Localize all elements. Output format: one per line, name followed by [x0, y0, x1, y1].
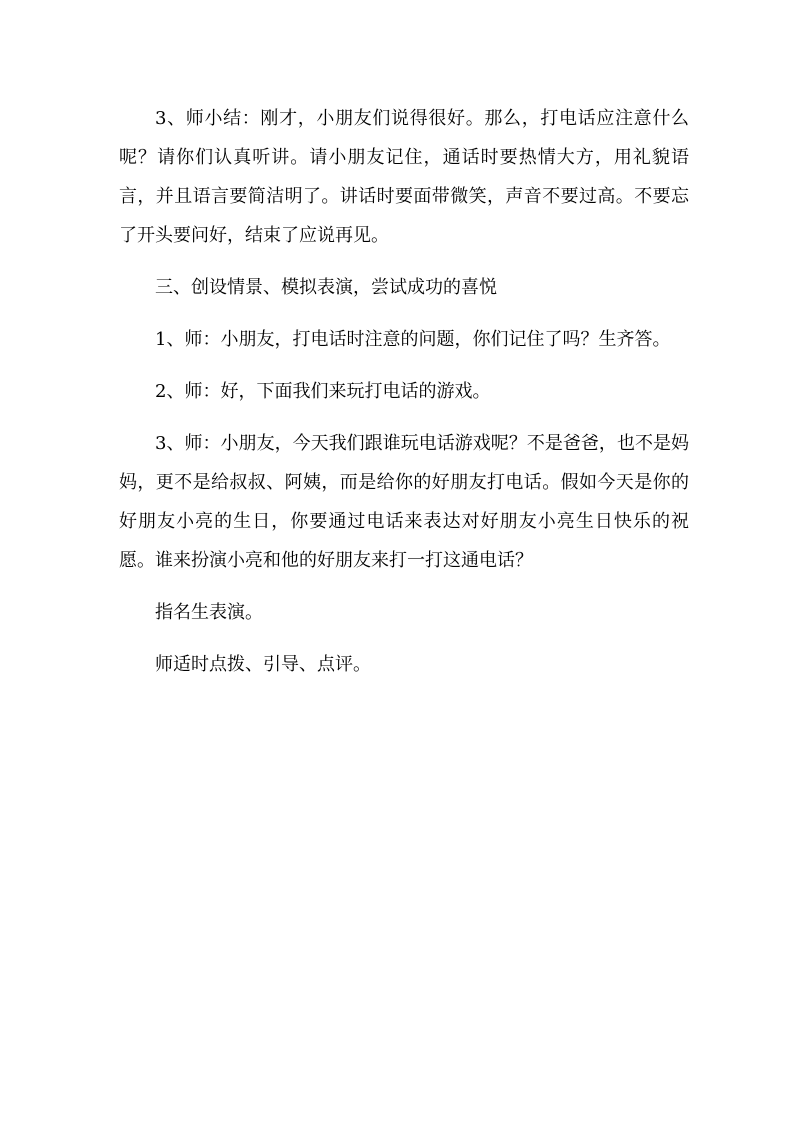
section-heading-role-play: 三、创设情景、模拟表演，尝试成功的喜悦	[155, 277, 497, 298]
paragraph-step-1: 1、师：小朋友，打电话时注意的问题，你们记住了吗？生齐答。	[155, 329, 671, 350]
document-body	[119, 99, 689, 684]
paragraph-step-3: 3、师：小朋友，今天我们跟谁玩电话游戏呢？不是爸爸，也不是妈妈，更不是给叔叔、阿姨，而是给你的好朋友打电话。假如今天是你的好朋友小亮的生日，你要通过电话来表达对好朋友小亮生日快乐的祝愿。谁来扮演小亮和他的好朋友来打一打这通电话？	[119, 433, 689, 571]
paragraph-teacher-summary: 3、师小结：刚才，小朋友们说得很好。那么，打电话应注意什么呢？请你们认真听讲。请小朋友记住，通话时要热情大方，用礼貌语言，并且语言要简洁明了。讲话时要面带微笑，声音不要过高。不要忘了开头要问好，结束了应说再见。	[119, 108, 689, 246]
paragraph-student-performance: 指名生表演。	[155, 602, 263, 623]
paragraph-teacher-guidance: 师适时点拨、引导、点评。	[155, 654, 371, 675]
paragraph-step-2: 2、师：好，下面我们来玩打电话的游戏。	[155, 381, 491, 402]
